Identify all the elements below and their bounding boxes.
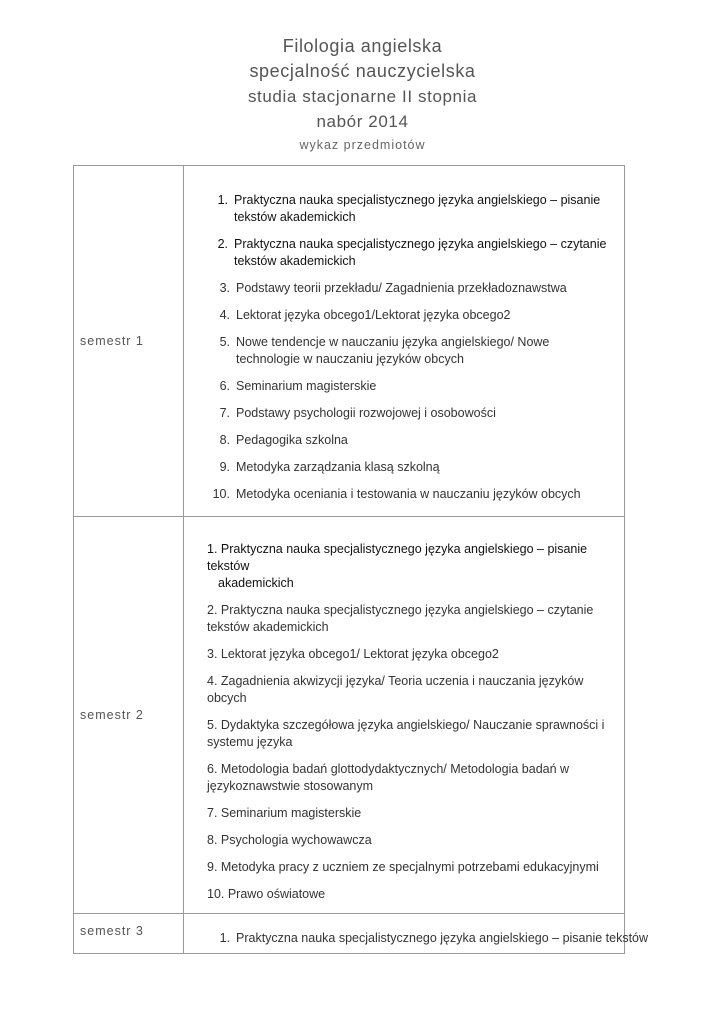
header-title: Filologia angielska	[282, 36, 443, 56]
semester-items-cell	[184, 166, 625, 517]
list-item: 4. Lektorat języka obcego1/Lektorat języka obcego2	[219, 308, 511, 322]
list-item: 2. Praktyczna nauka specjalistycznego języka angielskiego – czytanie tekstów akademickich	[217, 237, 607, 268]
list-item: 8. Psychologia wychowawcza	[207, 833, 372, 847]
semester-row-2	[74, 517, 625, 914]
header-study-mode: studia stacjonarne II stopnia	[247, 87, 478, 106]
subject-list	[184, 914, 649, 953]
list-item: 7. Podstawy psychologii rozwojowej i osobowości	[219, 406, 496, 420]
list-item: 5. Dydaktyka szczegółowa języka angielskiego/ Nauczanie sprawności i systemu języka	[207, 718, 605, 749]
semester-items-cell	[184, 914, 649, 954]
semester-items-cell	[184, 517, 625, 914]
subjects-table	[73, 165, 649, 954]
document-header	[0, 34, 725, 134]
header-specialization: specjalność nauczycielska	[249, 61, 476, 81]
list-item: 4. Zagadnienia akwizycji języka/ Teoria uczenia i nauczania języków obcych	[207, 674, 584, 705]
list-item: 5. Nowe tendencje w nauczaniu języka angielskiego/ Nowe technologie w nauczaniu języków obcych	[219, 335, 550, 366]
list-item: 1. Praktyczna nauka specjalistycznego języka angielskiego – pisanie tekstów akademickich	[207, 542, 588, 590]
list-item: 8. Pedagogika szkolna	[219, 433, 348, 447]
semester-label: semestr 2	[74, 517, 184, 914]
list-item: 10. Metodyka oceniania i testowania w nauczaniu języków obcych	[212, 487, 581, 501]
list-item: 10. Prawo oświatowe	[207, 887, 326, 901]
subject-list	[184, 517, 624, 913]
list-item: 6. Metodologia badań glottodydaktycznych/ Metodologia badań w językoznawstwie stosowanym	[207, 762, 570, 793]
semester-label: semestr 3	[74, 914, 184, 954]
list-item: 2. Praktyczna nauka specjalistycznego języka angielskiego – czytanie tekstów akademickich	[207, 603, 594, 634]
list-item: 1. Praktyczna nauka specjalistycznego języka angielskiego – pisanie tekstów	[219, 931, 649, 945]
subject-list	[184, 167, 624, 515]
list-item: 7. Seminarium magisterskie	[207, 806, 362, 820]
document-subtitle: wykaz przedmiotów	[299, 138, 426, 152]
list-item: 1. Praktyczna nauka specjalistycznego języka angielskiego – pisanie tekstów akademickich	[217, 193, 601, 224]
list-item: 9. Metodyka zarządzania klasą szkolną	[219, 460, 440, 474]
list-item: 3. Lektorat języka obcego1/ Lektorat języka obcego2	[207, 647, 499, 661]
header-enrollment: nabór 2014	[316, 112, 409, 131]
semester-label: semestr 1	[74, 166, 184, 517]
list-item: 6. Seminarium magisterskie	[219, 379, 377, 393]
semester-row-3	[74, 914, 625, 954]
list-item: 9. Metodyka pracy z uczniem ze specjalnymi potrzebami edukacyjnymi	[207, 860, 599, 874]
semester-row-1	[74, 166, 625, 517]
list-item: 3. Podstawy teorii przekładu/ Zagadnienia przekładoznawstwa	[219, 281, 567, 295]
